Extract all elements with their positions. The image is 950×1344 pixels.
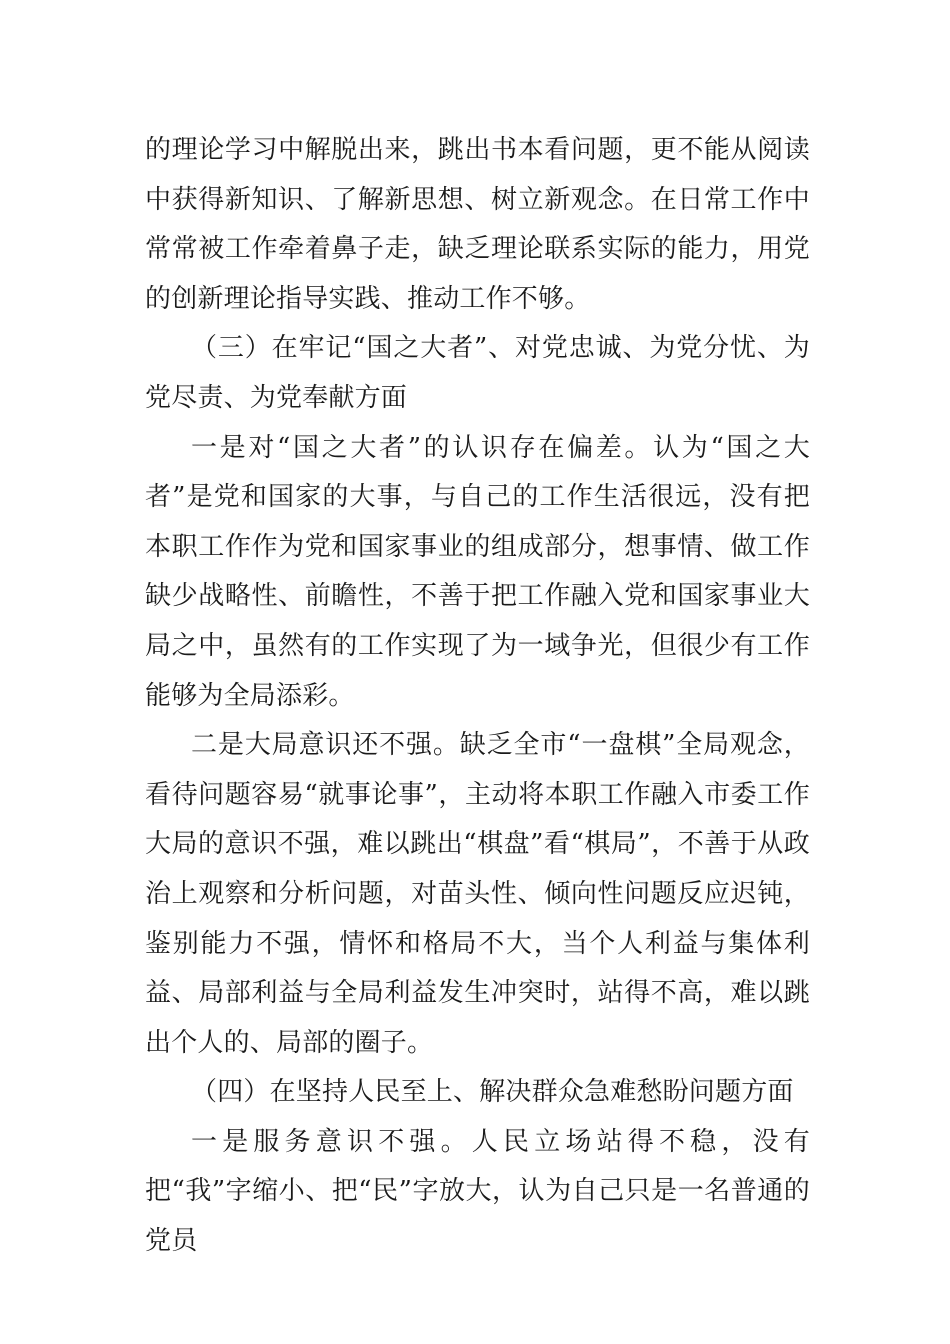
paragraph-continuation: 的理论学习中解脱出来，跳出书本看问题，更不能从阅读中获得新知识、了解新思想、树立新观念。在日常工作中常常被工作牵着鼻子走，缺乏理论联系实际的能力，用党的创新理论指导实践、推动工作不够。 bbox=[145, 135, 810, 314]
paragraph-point-one: 一是对“国之大者”的认识存在偏差。认为“国之大者”是党和国家的大事，与自己的工作生活很远，没有把本职工作作为党和国家事业的组成部分，想事情、做工作缺少战略性、前瞻性，不善于把工作融入党和国家事业大局之中，虽然有的工作实现了为一域争光，但很少有工作能够为全局添彩。 bbox=[145, 432, 810, 711]
document-body bbox=[145, 126, 810, 1267]
paragraph-point-two: 二是大局意识还不强。缺乏全市“一盘棋”全局观念，看待问题容易“就事论事”，主动将本职工作融入市委工作大局的意识不强，难以跳出“棋盘”看“棋局”，不善于从政治上观察和分析问题，对苗头性、倾向性问题反应迟钝，鉴别能力不强，情怀和格局不大，当个人利益与集体利益、局部利益与全局利益发生冲突时，站得不高，难以跳出个人的、局部的圈子。 bbox=[145, 730, 810, 1058]
section-heading-three: （三）在牢记“国之大者”、对党忠诚、为党分忧、为党尽责、为党奉献方面 bbox=[145, 333, 810, 413]
paragraph-point-one-service: 一是服务意识不强。人民立场站得不稳，没有把“我”字缩小、把“民”字放大，认为自己只是一名普通的党员 bbox=[145, 1126, 810, 1257]
section-heading-four: （四）在坚持人民至上、解决群众急难愁盼问题方面 bbox=[191, 1077, 794, 1108]
